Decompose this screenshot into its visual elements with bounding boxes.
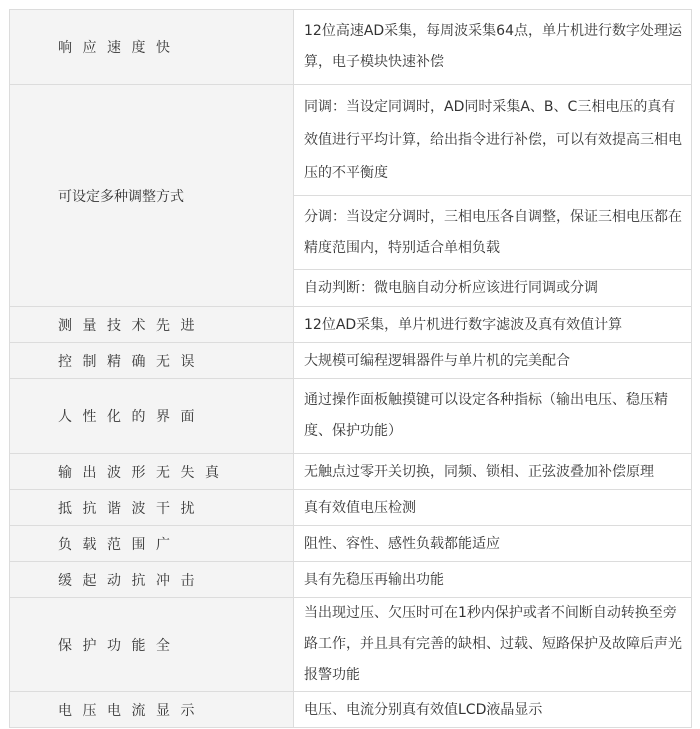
feature-description: 阻性、容性、感性负载都能适应 <box>294 526 692 562</box>
feature-label: 人性化的界面 <box>10 379 294 454</box>
feature-label: 缓起动抗冲击 <box>10 562 294 598</box>
feature-description: 真有效值电压检测 <box>294 490 692 526</box>
feature-label: 测量技术先进 <box>10 307 294 343</box>
table-row <box>10 379 692 454</box>
table-row <box>10 85 692 196</box>
feature-label: 负载范围广 <box>10 526 294 562</box>
feature-description: 电压、电流分别真有效值LCD液晶显示 <box>294 692 692 728</box>
feature-label: 输出波形无失真 <box>10 454 294 490</box>
table-row <box>10 598 692 692</box>
table-row <box>10 454 692 490</box>
feature-description: 12位AD采集，单片机进行数字滤波及真有效值计算 <box>294 307 692 343</box>
feature-description: 同调：当设定同调时，AD同时采集A、B、C三相电压的真有效值进行平均计算，给出指令进行补偿，可以有效提高三相电压的不平衡度 <box>294 85 692 196</box>
feature-label: 控制精确无误 <box>10 343 294 379</box>
feature-description: 具有先稳压再输出功能 <box>294 562 692 598</box>
table-row <box>10 343 692 379</box>
feature-label: 电压电流显示 <box>10 692 294 728</box>
feature-label: 抵抗谐波干扰 <box>10 490 294 526</box>
feature-description: 12位高速AD采集，每周波采集64点，单片机进行数字处理运算，电子模块快速补偿 <box>294 10 692 85</box>
feature-description: 自动判断：微电脑自动分析应该进行同调或分调 <box>294 270 692 307</box>
table-row <box>10 562 692 598</box>
table-row <box>10 10 692 85</box>
feature-description: 无触点过零开关切换，同频、锁相、正弦波叠加补偿原理 <box>294 454 692 490</box>
feature-table-container <box>9 9 692 728</box>
table-row <box>10 490 692 526</box>
feature-description: 当出现过压、欠压时可在1秒内保护或者不间断自动转换至旁路工作，并且具有完善的缺相、过载、短路保护及故障后声光报警功能 <box>294 598 692 692</box>
table-row <box>10 692 692 728</box>
feature-description: 分调：当设定分调时，三相电压各自调整，保证三相电压都在精度范围内，特别适合单相负载 <box>294 196 692 270</box>
feature-label: 响应速度快 <box>10 10 294 85</box>
feature-description: 通过操作面板触摸键可以设定各种指标（输出电压、稳压精度、保护功能） <box>294 379 692 454</box>
feature-label: 保护功能全 <box>10 598 294 692</box>
feature-table <box>9 9 692 728</box>
feature-description: 大规模可编程逻辑器件与单片机的完美配合 <box>294 343 692 379</box>
table-row <box>10 307 692 343</box>
table-row <box>10 526 692 562</box>
feature-label: 可设定多种调整方式 <box>10 85 294 307</box>
